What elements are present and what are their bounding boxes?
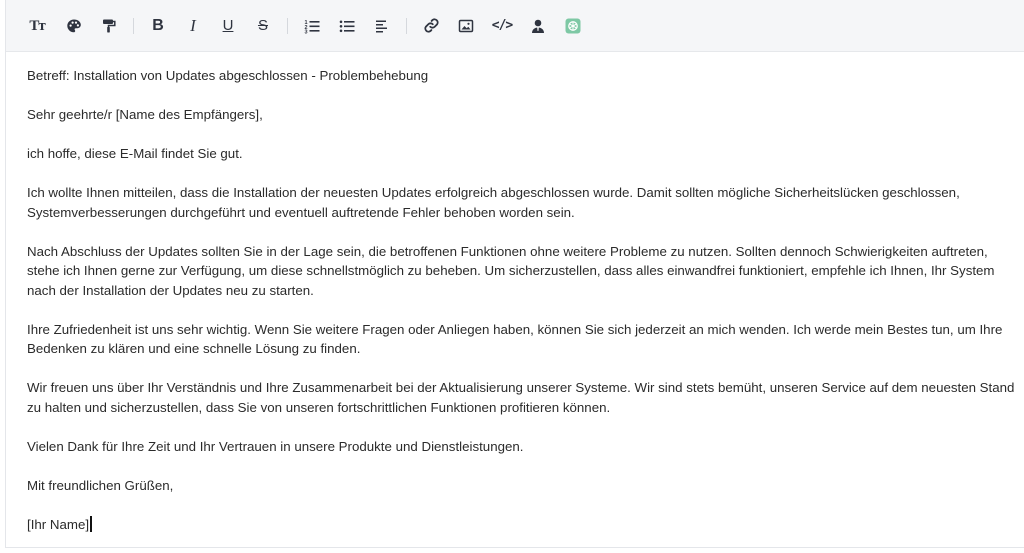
user-icon bbox=[530, 18, 546, 34]
bold-button[interactable] bbox=[147, 15, 169, 37]
paint-roller-icon bbox=[101, 18, 117, 34]
link-button[interactable] bbox=[420, 15, 442, 37]
toolbar-divider bbox=[406, 18, 407, 34]
code-icon: </> bbox=[491, 18, 513, 33]
italic-icon: I bbox=[190, 15, 196, 35]
align-left-button[interactable] bbox=[371, 15, 393, 37]
bold-icon: B bbox=[152, 16, 164, 34]
image-button[interactable] bbox=[455, 15, 477, 37]
toolbar-divider bbox=[287, 18, 288, 34]
underline-button[interactable] bbox=[217, 15, 239, 37]
closing: Mit freundlichen Grüßen, bbox=[27, 477, 174, 493]
text-color-button[interactable] bbox=[63, 15, 85, 37]
bullet-list-button[interactable] bbox=[336, 15, 358, 37]
bullet-list-icon bbox=[339, 18, 355, 34]
underline-icon: U bbox=[222, 16, 234, 34]
strikethrough-button[interactable] bbox=[252, 15, 274, 37]
paragraph: Wir freuen uns über Ihr Verständnis und Ihre Zusammenarbeit bei der Aktualisierung unserer Systeme. Wir sind stets bemüht, unseren Service auf dem neuesten Stand zu halten und sicherzustellen, dass Sie von unseren fortschrittlichen Funktionen profitieren können. bbox=[27, 380, 1015, 415]
toolbar-divider bbox=[133, 18, 134, 34]
ordered-list-button[interactable] bbox=[301, 15, 323, 37]
palette-icon bbox=[66, 18, 82, 34]
paragraph: ich hoffe, diese E-Mail findet Sie gut. bbox=[27, 146, 243, 161]
link-icon bbox=[423, 17, 440, 34]
svg-text:1: 1 bbox=[304, 19, 308, 26]
editor-toolbar bbox=[6, 0, 1024, 52]
email-body[interactable] bbox=[6, 52, 1024, 534]
align-left-icon bbox=[374, 18, 390, 34]
italic-button[interactable] bbox=[182, 15, 204, 37]
greeting: Sehr geehrte/r [Name des Empfängers], bbox=[27, 107, 263, 122]
subject-line: Betreff: Installation von Updates abgeschlossen - Problembehebung bbox=[27, 68, 429, 83]
rich-text-editor bbox=[5, 0, 1024, 548]
strikethrough-icon: S bbox=[257, 16, 268, 34]
format-painter-button[interactable] bbox=[98, 15, 120, 37]
font-size-icon: Tт bbox=[29, 17, 45, 34]
user-button[interactable] bbox=[527, 15, 549, 37]
paragraph: Ihre Zufriedenheit ist uns sehr wichtig. Wenn Sie weitere Fragen oder Anliegen haben, können Sie sich jederzeit an mich wenden. Ich werde mein Bestes tun, um Ihre Bedenken zu klären und eine schnelle Lösung zu finden. bbox=[27, 321, 1003, 356]
chatgpt-icon bbox=[565, 18, 581, 34]
paragraph: Vielen Dank für Ihre Zeit und Ihr Vertrauen in unsere Produkte und Dienstleistungen. bbox=[27, 438, 524, 454]
code-button[interactable] bbox=[490, 15, 514, 37]
image-icon bbox=[458, 18, 474, 34]
font-size-button[interactable] bbox=[24, 15, 50, 37]
ai-assistant-button[interactable] bbox=[562, 15, 584, 37]
text-cursor bbox=[90, 516, 92, 532]
paragraph: Ich wollte Ihnen mitteilen, dass die Installation der neuesten Updates erfolgreich abgeschlossen wurde. Damit sollten mögliche Sicherheitslücken geschlossen, Systemverbesserungen durchgeführt und eventuell auftretende Fehler behoben worden sein. bbox=[27, 185, 960, 220]
ordered-list-icon bbox=[304, 18, 320, 34]
svg-text:3: 3 bbox=[304, 29, 308, 34]
signature-line bbox=[27, 515, 1019, 535]
signature: [Ihr Name] bbox=[27, 516, 90, 532]
paragraph: Nach Abschluss der Updates sollten Sie in der Lage sein, die betroffenen Funktionen ohne weitere Probleme zu nutzen. Sollten dennoch Schwierigkeiten auftreten, stehe ich Ihnen gerne zur Verfügung, um diese schnellstmöglich zu beheben. Um sicherzustellen, dass alles einwandfrei funktioniert, empfehle ich Ihnen, Ihr System nach der Installation der Updates neu zu starten. bbox=[27, 243, 995, 298]
svg-text:2: 2 bbox=[304, 24, 308, 31]
